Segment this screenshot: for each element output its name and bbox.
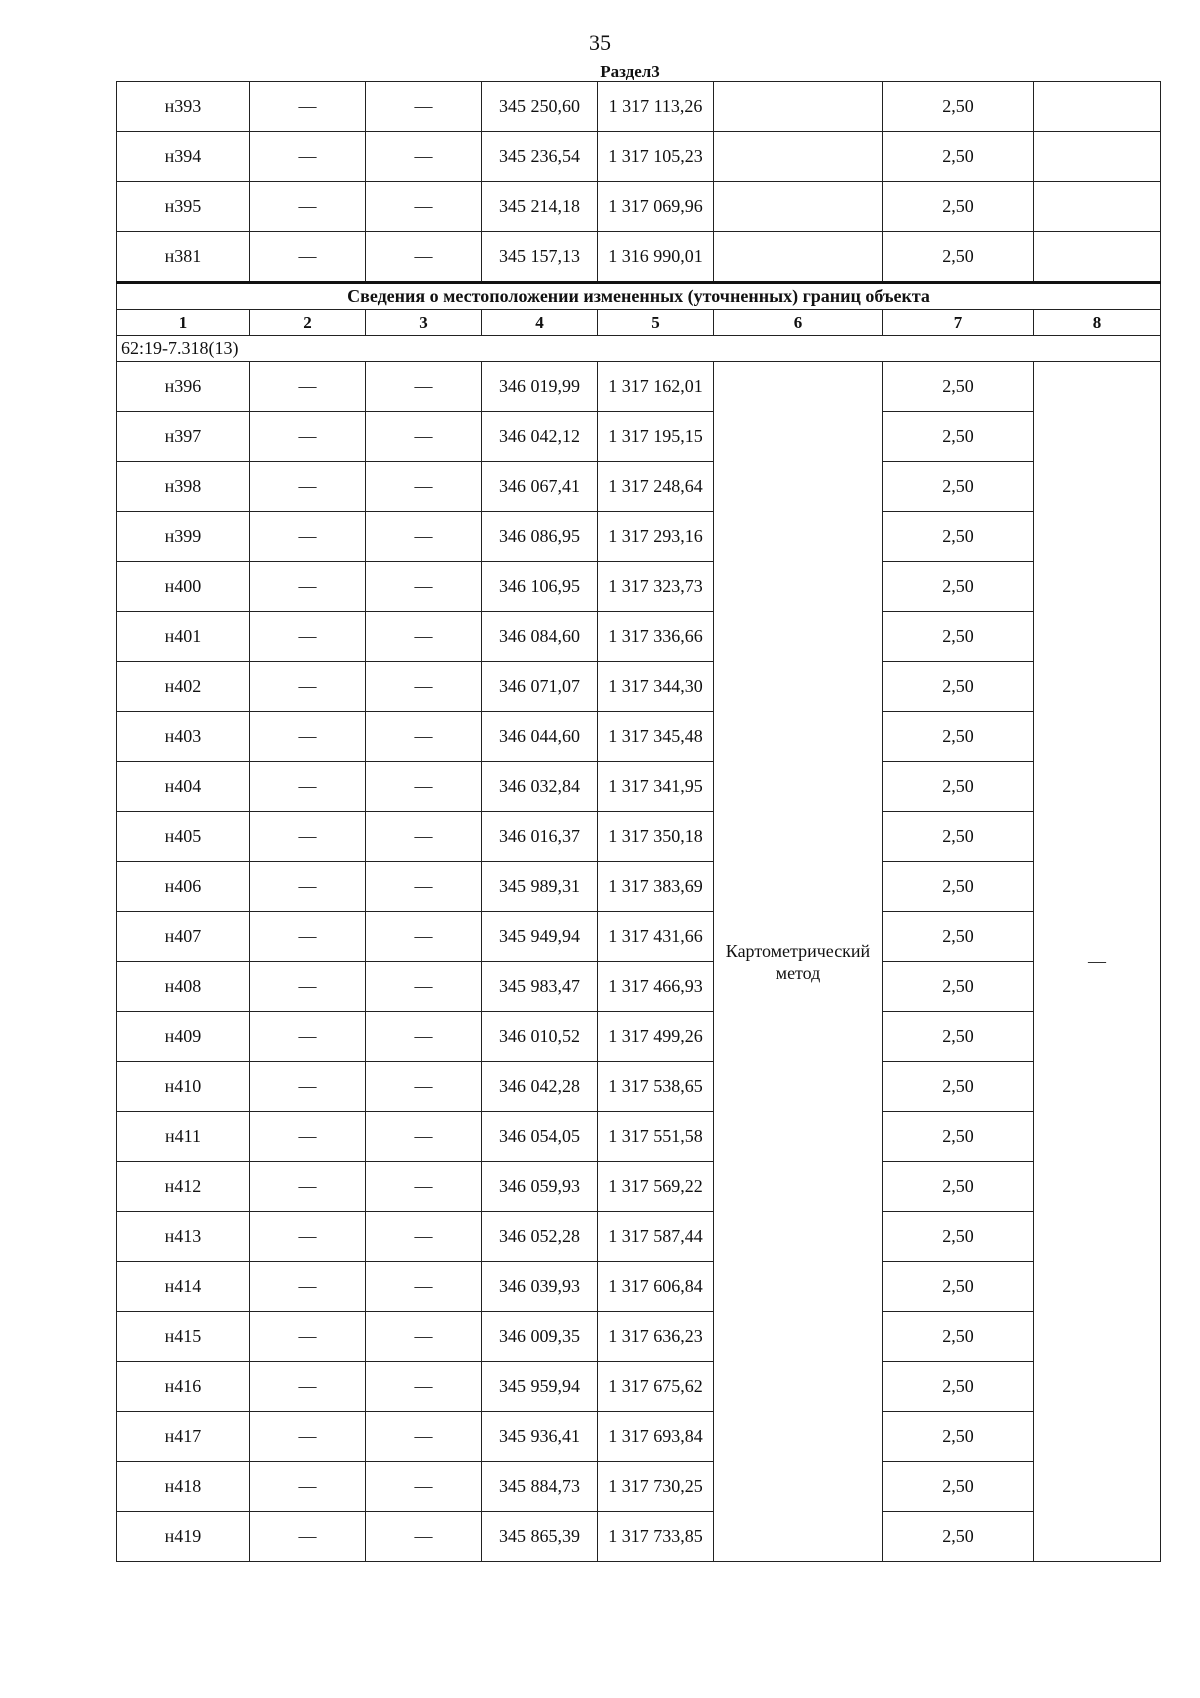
table-row	[117, 662, 1161, 712]
column-2-value: —	[250, 362, 366, 412]
coordinate-x: 345 250,60	[482, 82, 598, 132]
table-row	[117, 1362, 1161, 1412]
top-rows-group	[117, 82, 1161, 283]
point-name: н412	[117, 1162, 250, 1212]
point-name: н399	[117, 512, 250, 562]
accuracy-value: 2,50	[883, 232, 1034, 283]
point-name: н404	[117, 762, 250, 812]
table-row	[117, 232, 1161, 283]
accuracy-value: 2,50	[883, 1462, 1034, 1512]
accuracy-value: 2,50	[883, 1012, 1034, 1062]
column-3-value: —	[366, 1312, 482, 1362]
accuracy-value: 2,50	[883, 812, 1034, 862]
coordinate-y: 1 317 162,01	[598, 362, 714, 412]
column-2-value: —	[250, 712, 366, 762]
coordinate-y: 1 317 350,18	[598, 812, 714, 862]
column-3-value: —	[366, 1362, 482, 1412]
accuracy-value: 2,50	[883, 1312, 1034, 1362]
coordinate-y: 1 317 248,64	[598, 462, 714, 512]
point-name: н410	[117, 1062, 250, 1112]
coordinate-y: 1 317 383,69	[598, 862, 714, 912]
column-3-value: —	[366, 562, 482, 612]
table-row	[117, 1212, 1161, 1262]
point-name: н402	[117, 662, 250, 712]
coordinate-y: 1 317 341,95	[598, 762, 714, 812]
coordinate-x: 346 067,41	[482, 462, 598, 512]
table-row	[117, 1062, 1161, 1112]
column-3-value: —	[366, 1412, 482, 1462]
column-8-empty	[1034, 132, 1161, 182]
column-2-value: —	[250, 662, 366, 712]
column-2-value: —	[250, 1312, 366, 1362]
column-3-value: —	[366, 712, 482, 762]
coordinate-x: 345 214,18	[482, 182, 598, 232]
column-3-value: —	[366, 1012, 482, 1062]
method-cell-empty	[714, 82, 883, 132]
point-name: н406	[117, 862, 250, 912]
coordinate-x: 345 157,13	[482, 232, 598, 283]
table-row	[117, 132, 1161, 182]
column-numbers-row	[117, 310, 1161, 336]
column-3-value: —	[366, 362, 482, 412]
coordinate-x: 346 039,93	[482, 1262, 598, 1312]
coordinate-y: 1 316 990,01	[598, 232, 714, 283]
coordinate-y: 1 317 693,84	[598, 1412, 714, 1462]
column-3-value: —	[366, 512, 482, 562]
coordinate-x: 346 071,07	[482, 662, 598, 712]
point-name: н403	[117, 712, 250, 762]
table-row	[117, 1262, 1161, 1312]
point-name: н417	[117, 1412, 250, 1462]
column-8-empty	[1034, 182, 1161, 232]
point-name: н396	[117, 362, 250, 412]
accuracy-value: 2,50	[883, 362, 1034, 412]
column-3-value: —	[366, 132, 482, 182]
column-3-value: —	[366, 662, 482, 712]
column-3-value: —	[366, 1462, 482, 1512]
block-title: Сведения о местоположении измененных (уточненных) границ объекта	[117, 283, 1161, 310]
accuracy-value: 2,50	[883, 862, 1034, 912]
coordinate-x: 346 054,05	[482, 1112, 598, 1162]
accuracy-value: 2,50	[883, 712, 1034, 762]
coordinate-y: 1 317 195,15	[598, 412, 714, 462]
table-row	[117, 562, 1161, 612]
coordinate-x: 346 009,35	[482, 1312, 598, 1362]
column-3-value: —	[366, 812, 482, 862]
coordinate-y: 1 317 606,84	[598, 1262, 714, 1312]
coordinate-x: 346 032,84	[482, 762, 598, 812]
point-name: н407	[117, 912, 250, 962]
coordinate-x: 346 059,93	[482, 1162, 598, 1212]
coordinate-y: 1 317 587,44	[598, 1212, 714, 1262]
accuracy-value: 2,50	[883, 562, 1034, 612]
coordinate-y: 1 317 730,25	[598, 1462, 714, 1512]
column-2-value: —	[250, 132, 366, 182]
coordinate-x: 346 019,99	[482, 362, 598, 412]
method-cell-empty	[714, 132, 883, 182]
table-row	[117, 1112, 1161, 1162]
coordinate-y: 1 317 113,26	[598, 82, 714, 132]
column-2-value: —	[250, 1262, 366, 1312]
point-name: н418	[117, 1462, 250, 1512]
point-name: н394	[117, 132, 250, 182]
column-3-value: —	[366, 1112, 482, 1162]
coordinate-y: 1 317 675,62	[598, 1362, 714, 1412]
parcel-id: 62:19-7.318(13)	[117, 336, 1161, 362]
column-3-value: —	[366, 862, 482, 912]
column-2-value: —	[250, 862, 366, 912]
coordinate-y: 1 317 499,26	[598, 1012, 714, 1062]
column-3-value: —	[366, 962, 482, 1012]
table-row	[117, 82, 1161, 132]
column-3-value: —	[366, 412, 482, 462]
parcel-id-row	[117, 336, 1161, 362]
coordinate-x: 346 042,12	[482, 412, 598, 462]
column-2-value: —	[250, 1412, 366, 1462]
column-2-value: —	[250, 1062, 366, 1112]
coordinate-x: 346 086,95	[482, 512, 598, 562]
coordinate-x: 346 052,28	[482, 1212, 598, 1262]
column-number-1: 1	[117, 310, 250, 336]
coordinate-x: 345 949,94	[482, 912, 598, 962]
accuracy-value: 2,50	[883, 662, 1034, 712]
coordinate-x: 345 884,73	[482, 1462, 598, 1512]
point-rows-group	[117, 362, 1161, 1562]
point-name: н415	[117, 1312, 250, 1362]
coordinate-y: 1 317 431,66	[598, 912, 714, 962]
header-group	[117, 283, 1161, 362]
table-row	[117, 962, 1161, 1012]
column-number-7: 7	[883, 310, 1034, 336]
accuracy-value: 2,50	[883, 132, 1034, 182]
column-number-2: 2	[250, 310, 366, 336]
accuracy-value: 2,50	[883, 412, 1034, 462]
coordinate-x: 346 084,60	[482, 612, 598, 662]
coordinate-y: 1 317 336,66	[598, 612, 714, 662]
point-name: н395	[117, 182, 250, 232]
accuracy-value: 2,50	[883, 1262, 1034, 1312]
coordinate-x: 346 044,60	[482, 712, 598, 762]
column-2-value: —	[250, 1362, 366, 1412]
accuracy-value: 2,50	[883, 512, 1034, 562]
column-2-value: —	[250, 462, 366, 512]
column-number-3: 3	[366, 310, 482, 336]
page-number: 35	[589, 30, 611, 55]
column-2-value: —	[250, 1012, 366, 1062]
column-2-value: —	[250, 812, 366, 862]
point-name: н414	[117, 1262, 250, 1312]
point-name: н419	[117, 1512, 250, 1562]
column-2-value: —	[250, 1162, 366, 1212]
coordinate-x: 345 936,41	[482, 1412, 598, 1462]
column-2-value: —	[250, 1462, 366, 1512]
coordinate-y: 1 317 293,16	[598, 512, 714, 562]
column-8-empty	[1034, 232, 1161, 283]
coordinate-y: 1 317 733,85	[598, 1512, 714, 1562]
table-row	[117, 462, 1161, 512]
table-row	[117, 1012, 1161, 1062]
accuracy-value: 2,50	[883, 612, 1034, 662]
point-name: н401	[117, 612, 250, 662]
column-2-value: —	[250, 762, 366, 812]
column-2-value: —	[250, 232, 366, 283]
column-number-6: 6	[714, 310, 883, 336]
coordinate-x: 346 010,52	[482, 1012, 598, 1062]
point-name: н393	[117, 82, 250, 132]
coordinates-table	[116, 81, 1161, 1562]
point-name: н381	[117, 232, 250, 283]
column-3-value: —	[366, 612, 482, 662]
table-row	[117, 612, 1161, 662]
table-row	[117, 182, 1161, 232]
column-3-value: —	[366, 182, 482, 232]
column-2-value: —	[250, 962, 366, 1012]
coordinate-x: 346 106,95	[482, 562, 598, 612]
column-2-value: —	[250, 512, 366, 562]
coordinate-y: 1 317 466,93	[598, 962, 714, 1012]
column-3-value: —	[366, 232, 482, 283]
block-title-row	[117, 283, 1161, 310]
table-row	[117, 1312, 1161, 1362]
table-row	[117, 712, 1161, 762]
point-name: н416	[117, 1362, 250, 1412]
column-2-value: —	[250, 1112, 366, 1162]
accuracy-value: 2,50	[883, 912, 1034, 962]
coordinate-y: 1 317 538,65	[598, 1062, 714, 1112]
column-8-empty	[1034, 82, 1161, 132]
point-name: н405	[117, 812, 250, 862]
table-row	[117, 512, 1161, 562]
column-3-value: —	[366, 1062, 482, 1112]
accuracy-value: 2,50	[883, 762, 1034, 812]
coordinate-y: 1 317 069,96	[598, 182, 714, 232]
column-2-value: —	[250, 82, 366, 132]
column-8-value: —	[1034, 362, 1161, 1562]
column-3-value: —	[366, 462, 482, 512]
column-3-value: —	[366, 1212, 482, 1262]
coordinate-x: 345 865,39	[482, 1512, 598, 1562]
column-2-value: —	[250, 182, 366, 232]
accuracy-value: 2,50	[883, 1112, 1034, 1162]
point-name: н409	[117, 1012, 250, 1062]
coordinate-x: 346 042,28	[482, 1062, 598, 1112]
column-2-value: —	[250, 612, 366, 662]
column-3-value: —	[366, 1512, 482, 1562]
accuracy-value: 2,50	[883, 182, 1034, 232]
coordinate-y: 1 317 551,58	[598, 1112, 714, 1162]
column-3-value: —	[366, 1262, 482, 1312]
point-name: н397	[117, 412, 250, 462]
coordinate-y: 1 317 636,23	[598, 1312, 714, 1362]
method-cell-empty	[714, 232, 883, 283]
point-name: н413	[117, 1212, 250, 1262]
method-cell-empty	[714, 182, 883, 232]
table-row	[117, 1462, 1161, 1512]
table-row	[117, 362, 1161, 412]
point-name: н398	[117, 462, 250, 512]
column-3-value: —	[366, 912, 482, 962]
column-2-value: —	[250, 1212, 366, 1262]
point-name: н408	[117, 962, 250, 1012]
accuracy-value: 2,50	[883, 1162, 1034, 1212]
column-number-5: 5	[598, 310, 714, 336]
table-row	[117, 412, 1161, 462]
accuracy-value: 2,50	[883, 1412, 1034, 1462]
column-2-value: —	[250, 1512, 366, 1562]
column-3-value: —	[366, 82, 482, 132]
coordinate-y: 1 317 569,22	[598, 1162, 714, 1212]
accuracy-value: 2,50	[883, 1062, 1034, 1112]
coordinate-x: 345 236,54	[482, 132, 598, 182]
method-cell	[714, 362, 883, 1562]
accuracy-value: 2,50	[883, 1362, 1034, 1412]
column-3-value: —	[366, 762, 482, 812]
table-row	[117, 1412, 1161, 1462]
coordinate-y: 1 317 323,73	[598, 562, 714, 612]
table-row	[117, 812, 1161, 862]
accuracy-value: 2,50	[883, 1512, 1034, 1562]
column-2-value: —	[250, 412, 366, 462]
coordinate-y: 1 317 345,48	[598, 712, 714, 762]
accuracy-value: 2,50	[883, 1212, 1034, 1262]
coordinate-y: 1 317 105,23	[598, 132, 714, 182]
table-row	[117, 862, 1161, 912]
accuracy-value: 2,50	[883, 82, 1034, 132]
column-2-value: —	[250, 562, 366, 612]
coordinate-x: 345 959,94	[482, 1362, 598, 1412]
coordinate-x: 345 983,47	[482, 962, 598, 1012]
coordinate-x: 345 989,31	[482, 862, 598, 912]
point-name: н411	[117, 1112, 250, 1162]
table-row	[117, 912, 1161, 962]
accuracy-value: 2,50	[883, 462, 1034, 512]
section-title: Раздел3	[600, 62, 660, 81]
point-name: н400	[117, 562, 250, 612]
table-row	[117, 1162, 1161, 1212]
table-row	[117, 762, 1161, 812]
table-row	[117, 1512, 1161, 1562]
method-text: Картометрический метод	[725, 940, 871, 983]
accuracy-value: 2,50	[883, 962, 1034, 1012]
coordinate-y: 1 317 344,30	[598, 662, 714, 712]
column-number-8: 8	[1034, 310, 1161, 336]
column-3-value: —	[366, 1162, 482, 1212]
column-2-value: —	[250, 912, 366, 962]
coordinate-x: 346 016,37	[482, 812, 598, 862]
column-number-4: 4	[482, 310, 598, 336]
